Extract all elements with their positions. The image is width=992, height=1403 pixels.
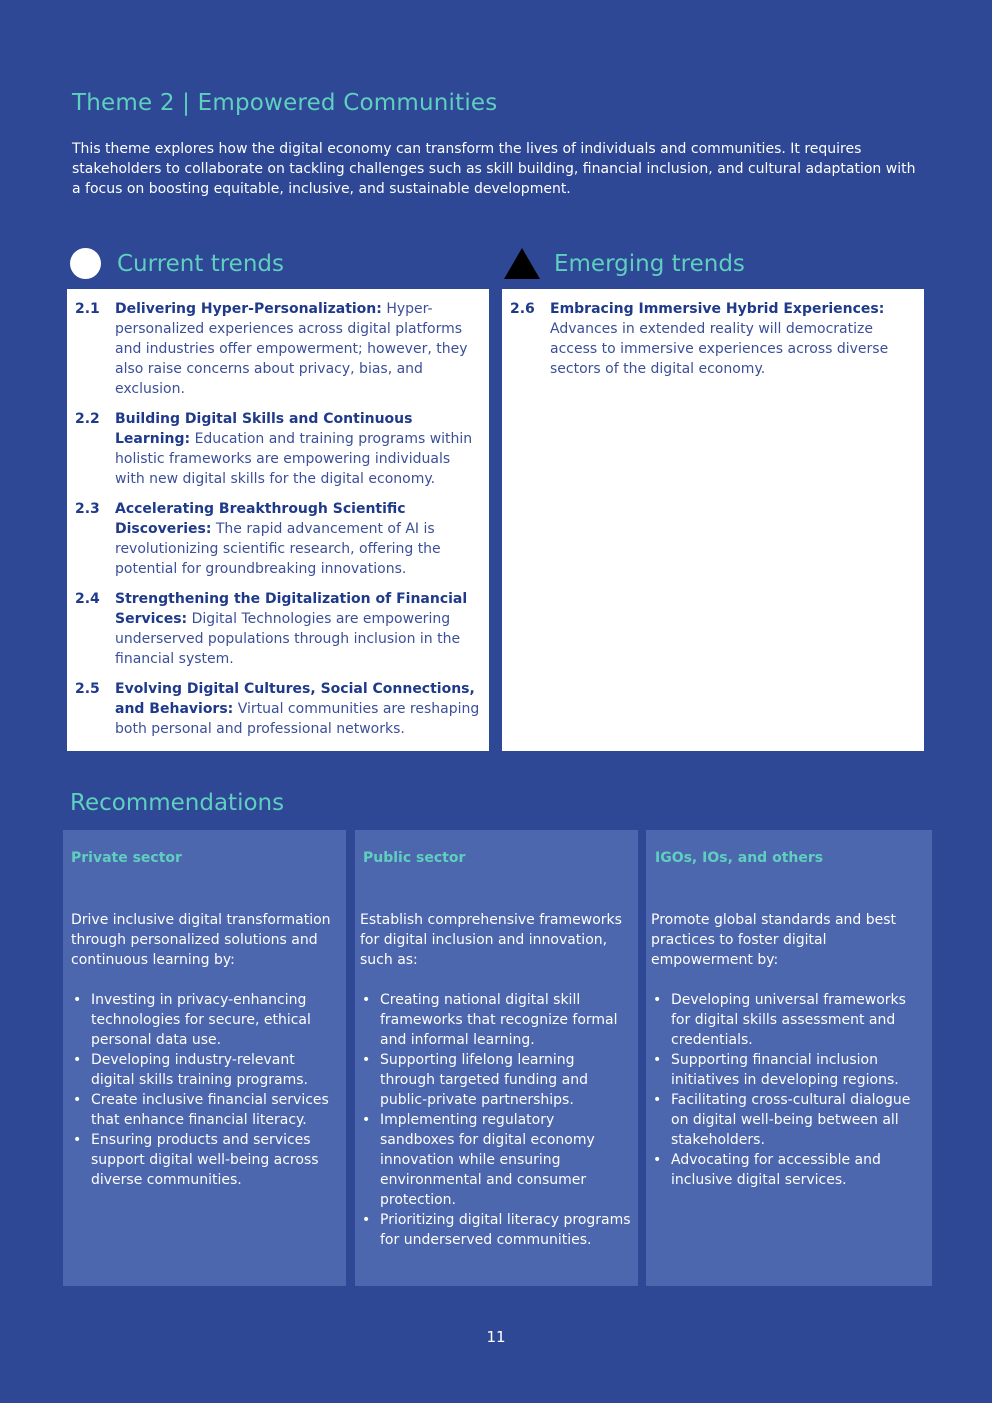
list-item-text: Facilitating cross-cultural dialogue on digital well-being between all stakeholders. xyxy=(671,1092,911,1148)
theme-title: Theme 2 | Empowered Communities xyxy=(72,90,498,116)
bullet-icon: • xyxy=(73,1092,82,1108)
bullet-icon: • xyxy=(653,1152,662,1168)
recommendation-column-igos xyxy=(646,830,932,1286)
theme-intro: This theme explores how the digital economy can transform the lives of individuals and communities. It requires stakeholders to collaborate on tackling challenges such as skill building, financial inclusion, and cultural adaptation with a focus on boosting equitable, inclusive, and sustainable development. xyxy=(72,141,916,197)
trend-body: Virtual communities are reshaping both personal and professional networks. xyxy=(115,701,480,737)
trend-lead: Evolving Digital Cultures, Social Connections, and Behaviors: xyxy=(115,681,475,717)
list-item-text: Create inclusive financial services that enhance financial literacy. xyxy=(91,1092,329,1128)
bullet-icon: • xyxy=(362,992,371,1008)
column-intro: Promote global standards and best practices to foster digital empowerment by: xyxy=(651,912,897,968)
circle-icon xyxy=(70,248,101,279)
trend-body: Advances in extended reality will democratize access to immersive experiences across diverse sectors of the digital economy. xyxy=(550,321,889,377)
list-item-text: Prioritizing digital literacy programs for underserved communities. xyxy=(380,1212,631,1248)
trend-number: 2.3 xyxy=(75,501,100,517)
list-item xyxy=(360,1110,632,1210)
list-item-text: Creating national digital skill frameworks that recognize formal and informal learning. xyxy=(380,992,618,1048)
trend-text xyxy=(115,679,481,739)
list-item-text: Investing in privacy-enhancing technologies for secure, ethical personal data use. xyxy=(91,992,311,1048)
emerging-trends-heading: Emerging trends xyxy=(554,250,745,277)
trend-body: The rapid advancement of AI is revolutionizing scientific research, offering the potential for groundbreaking innovations. xyxy=(115,521,441,577)
bullet-icon: • xyxy=(73,1052,82,1068)
emerging-trends-header xyxy=(504,248,745,279)
trend-lead: Building Digital Skills and Continuous Learning: xyxy=(115,411,413,447)
list-item-text: Developing universal frameworks for digital skills assessment and credentials. xyxy=(671,992,906,1048)
current-trends-heading: Current trends xyxy=(117,250,284,277)
list-item xyxy=(360,990,632,1050)
list-item xyxy=(360,1050,632,1110)
list-item-text: Ensuring products and services support digital well-being across diverse communities. xyxy=(91,1132,319,1188)
recommendation-column-public xyxy=(355,830,638,1286)
trend-number: 2.2 xyxy=(75,411,100,427)
list-item xyxy=(360,1210,632,1250)
bullet-icon: • xyxy=(653,992,662,1008)
list-item-text: Advocating for accessible and inclusive digital services. xyxy=(671,1152,881,1188)
trend-lead: Strengthening the Digitalization of Financial Services: xyxy=(115,591,468,627)
trend-body: Hyper-personalized experiences across digital platforms and industries offer empowerment; however, they also raise concerns about privacy, bias, and exclusion. xyxy=(115,301,468,397)
emerging-trends-box xyxy=(502,289,924,751)
recommendations-heading: Recommendations xyxy=(70,790,285,816)
bullet-icon: • xyxy=(362,1052,371,1068)
recommendation-list xyxy=(651,990,926,1190)
bullet-icon: • xyxy=(653,1092,662,1108)
trend-number: 2.6 xyxy=(510,301,535,317)
list-item xyxy=(651,1090,926,1150)
list-item xyxy=(71,1050,340,1090)
list-item xyxy=(71,1090,340,1130)
trend-lead: Accelerating Breakthrough Scientific Discoveries: xyxy=(115,501,406,537)
column-intro: Drive inclusive digital transformation through personalized solutions and continuous learning by: xyxy=(71,912,331,968)
trend-text xyxy=(115,589,481,669)
list-item-text: Implementing regulatory sandboxes for digital economy innovation while ensuring environmental and consumer protection. xyxy=(380,1112,595,1208)
bullet-icon: • xyxy=(73,992,82,1008)
trend-item xyxy=(75,299,481,399)
trend-number: 2.4 xyxy=(75,591,100,607)
page-number: 11 xyxy=(486,1328,506,1346)
column-title: IGOs, IOs, and others xyxy=(655,850,824,866)
trend-item xyxy=(75,409,481,489)
triangle-icon xyxy=(504,248,540,279)
trend-item xyxy=(510,299,916,379)
bullet-icon: • xyxy=(362,1212,371,1228)
list-item xyxy=(71,990,340,1050)
recommendation-column-private xyxy=(63,830,346,1286)
trend-text xyxy=(115,499,481,579)
list-item xyxy=(651,1150,926,1190)
current-trends-box xyxy=(67,289,489,751)
trend-item xyxy=(75,589,481,669)
bullet-icon: • xyxy=(73,1132,82,1148)
bullet-icon: • xyxy=(653,1052,662,1068)
list-item xyxy=(71,1130,340,1190)
trend-text xyxy=(115,299,481,399)
trend-lead: Embracing Immersive Hybrid Experiences: xyxy=(550,301,885,317)
column-title: Public sector xyxy=(363,850,466,866)
list-item-text: Supporting lifelong learning through targeted funding and public-private partnerships. xyxy=(380,1052,588,1108)
list-item-text: Supporting financial inclusion initiatives in developing regions. xyxy=(671,1052,899,1088)
trend-text xyxy=(115,409,481,489)
trend-text xyxy=(550,299,916,379)
trend-item xyxy=(75,499,481,579)
trend-body: Education and training programs within holistic frameworks are empowering individuals with new digital skills for the digital economy. xyxy=(115,431,473,487)
recommendation-list xyxy=(360,990,632,1250)
list-item xyxy=(651,1050,926,1090)
current-trends-header xyxy=(70,248,284,279)
column-title: Private sector xyxy=(71,850,182,866)
recommendation-list xyxy=(71,990,340,1190)
trend-item xyxy=(75,679,481,739)
trend-lead: Delivering Hyper-Personalization: xyxy=(115,301,382,317)
list-item xyxy=(651,990,926,1050)
bullet-icon: • xyxy=(362,1112,371,1128)
trend-number: 2.5 xyxy=(75,681,100,697)
trend-number: 2.1 xyxy=(75,301,100,317)
column-intro: Establish comprehensive frameworks for digital inclusion and innovation, such as: xyxy=(360,912,622,968)
list-item-text: Developing industry-relevant digital skills training programs. xyxy=(91,1052,308,1088)
trend-body: Digital Technologies are empowering underserved populations through inclusion in the financial system. xyxy=(115,611,461,667)
